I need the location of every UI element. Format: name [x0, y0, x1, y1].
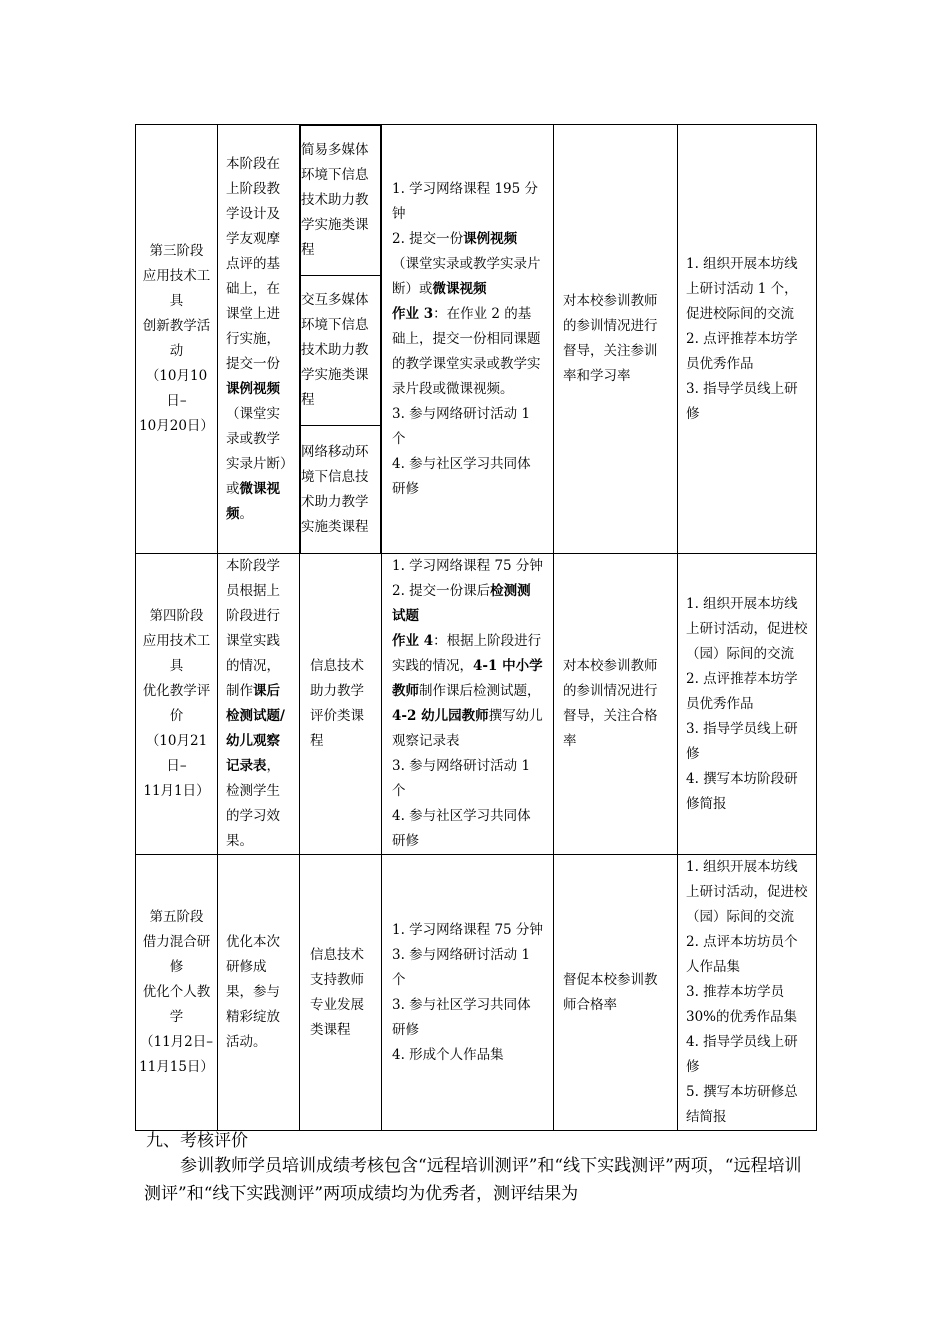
requirement-text: 4. 参与社区学习共同体研修	[392, 455, 531, 497]
stage-line: 10月20日）	[139, 418, 214, 434]
workshop-item: 4. 指导学员线上研修	[686, 1034, 798, 1075]
requirement-text: 课例视频	[463, 230, 518, 247]
requirement-text: 微课视频	[432, 280, 487, 297]
workshop-item: 4. 撰写本坊阶段研修简报	[686, 770, 798, 812]
requirement-item	[392, 943, 543, 993]
task-cell	[218, 554, 300, 855]
requirement-text: 2. 提交一份	[392, 230, 464, 247]
requirement-text: ：在作业 2 的基础上，提交一份相同课题的教学课堂实录或教学实录片段或微课视频。	[392, 305, 541, 397]
workshop-item: 2. 点评推荐本坊学员优秀作品	[686, 670, 798, 712]
requirement-text: ：根据上阶段进行实践的情况，	[392, 633, 542, 674]
supervision-cell: 督促本校参训教师合格率	[554, 855, 678, 1131]
workshop-item: 1. 组织开展本坊线上研讨活动，促进校（园）际间的交流	[686, 859, 808, 925]
stage-line: 应用技术工具	[142, 268, 211, 309]
requirement-item	[392, 227, 543, 302]
requirement-item	[392, 993, 543, 1043]
requirement-text: 4-2 幼儿园教师	[392, 708, 489, 724]
stage-line: 优化教学评价	[142, 683, 211, 724]
requirement-text: 3. 参与社区学习共同体研修	[392, 996, 531, 1038]
requirements-cell	[382, 125, 554, 554]
requirement-item	[392, 402, 543, 452]
workshop-item: 3. 指导学员线上研修	[686, 380, 798, 422]
stage-cell	[136, 855, 218, 1131]
stage-line: 第三阶段	[149, 243, 204, 259]
requirement-text: 2. 提交一份课后	[392, 583, 491, 599]
course-item: 网络移动环境下信息技术助力教学实施类课程	[301, 426, 381, 554]
requirement-text: 检测测试题	[392, 583, 531, 624]
table-row-stage-3	[136, 125, 817, 554]
requirement-text: 作业 3	[392, 305, 434, 322]
requirement-item	[392, 579, 543, 629]
table-row-stage-4	[136, 554, 817, 855]
requirement-text: 制作课后检测试题，	[419, 683, 541, 699]
training-plan-table	[135, 124, 817, 1131]
stage-line: 创新教学活动	[142, 318, 211, 359]
requirements-cell	[382, 855, 554, 1131]
stage-line: 应用技术工具	[142, 633, 211, 674]
requirement-text: 3. 参与网络研讨活动 1 个	[392, 758, 531, 799]
requirement-text: 撰写幼儿观察记录表	[392, 708, 543, 749]
workshop-item: 1. 组织开展本坊线上研讨活动，促进校（园）际间的交流	[686, 595, 808, 662]
workshop-item: 3. 推荐本坊学员 30%的优秀作品集	[686, 984, 798, 1025]
requirement-item	[392, 629, 543, 704]
section-title: 九、考核评价	[146, 1131, 248, 1151]
supervision-cell: 对本校参训教师的参训情况进行督导，关注合格率	[554, 554, 678, 855]
stage-line: 优化个人教学	[142, 984, 211, 1025]
task-text: 本阶段学员根据上阶段进行课堂实践的情况，制作	[226, 558, 280, 699]
requirement-text: 3. 参与网络研讨活动 1 个	[392, 405, 531, 447]
stage-line: 第五阶段	[149, 909, 204, 925]
requirement-text: 作业 4	[392, 633, 434, 649]
workshop-item: 1. 组织开展本坊线上研讨活动 1 个，促进校际间的交流	[686, 255, 798, 322]
courses-cell	[300, 125, 382, 554]
requirement-item	[392, 1043, 543, 1068]
task-text: （课堂实录或教学实录片断）或	[226, 405, 287, 497]
task-cell	[218, 125, 300, 554]
task-text: 课后检测试题/幼儿观察记录表	[226, 683, 285, 774]
stage-line: （10月21日–	[145, 733, 208, 774]
task-text: 课例视频	[226, 380, 280, 397]
workshop-cell	[678, 554, 817, 855]
requirement-text: 1. 学习网络课程 195 分钟	[392, 180, 539, 222]
requirement-item	[392, 554, 543, 579]
table-row-stage-5	[136, 855, 817, 1131]
course-item: 交互多媒体环境下信息技术助力教学实施类课程	[301, 276, 381, 426]
stage-cell	[136, 554, 218, 855]
workshop-cell	[678, 855, 817, 1131]
requirement-text: 4-1 中小学教师	[392, 658, 543, 699]
courses-cell: 信息技术助力教学评价类课程	[300, 554, 382, 855]
paragraph-text: 参训教师学员培训成绩考核包含“远程培训测评”和“线下实践测评”两项，“远程培训测评”和“线下实践测评”两项成绩均为优秀者，测评结果为	[144, 1156, 802, 1204]
task-text: 。	[239, 505, 253, 522]
task-text: 本阶段在上阶段教学设计及学友观摩点评的基础上，在课堂上进行实施，提交一份	[226, 155, 280, 372]
requirements-cell	[382, 554, 554, 855]
stage-line: （10月10日–	[145, 368, 208, 409]
stage-line: 第四阶段	[149, 608, 204, 624]
stage-line: 11月15日）	[139, 1059, 214, 1075]
requirement-item	[392, 452, 543, 502]
workshop-item: 3. 指导学员线上研修	[686, 720, 798, 762]
requirement-text: （课堂实录或教学实录片断）或	[392, 255, 541, 297]
supervision-cell: 对本校参训教师的参训情况进行督导，关注参训率和学习率	[554, 125, 678, 554]
requirement-text: 3. 参与网络研讨活动 1 个	[392, 946, 531, 988]
requirement-item	[392, 177, 543, 227]
workshop-item: 2. 点评推荐本坊学员优秀作品	[686, 330, 798, 372]
stage-line: 借力混合研修	[142, 934, 211, 975]
workshop-item: 2. 点评本坊坊员个人作品集	[686, 934, 798, 975]
workshop-item: 5. 撰写本坊研修总结简报	[686, 1084, 798, 1125]
task-text: 微课视频	[226, 480, 280, 522]
requirement-item	[392, 704, 543, 754]
assessment-paragraph	[144, 1152, 816, 1208]
requirement-text: 1. 学习网络课程 75 分钟	[392, 921, 543, 938]
task-text: 优化本次研修成果，参与精彩绽放活动。	[226, 934, 280, 1050]
requirement-item	[392, 754, 543, 804]
stage-line: （11月2日–	[139, 1034, 214, 1050]
stage-line: 11月1日）	[143, 783, 210, 799]
courses-cell: 信息技术支持教师专业发展类课程	[300, 855, 382, 1131]
requirement-text: 4. 形成个人作品集	[392, 1046, 504, 1063]
stage-cell	[136, 125, 218, 554]
task-text: ，检测学生的学习效果。	[226, 758, 280, 849]
course-item: 简易多媒体环境下信息技术助力教学实施类课程	[301, 126, 381, 276]
requirement-item	[392, 918, 543, 943]
workshop-cell	[678, 125, 817, 554]
requirement-item	[392, 804, 543, 854]
task-cell	[218, 855, 300, 1131]
requirement-item	[392, 302, 543, 402]
requirement-text: 4. 参与社区学习共同体研修	[392, 808, 531, 849]
requirement-text: 1. 学习网络课程 75 分钟	[392, 558, 543, 574]
